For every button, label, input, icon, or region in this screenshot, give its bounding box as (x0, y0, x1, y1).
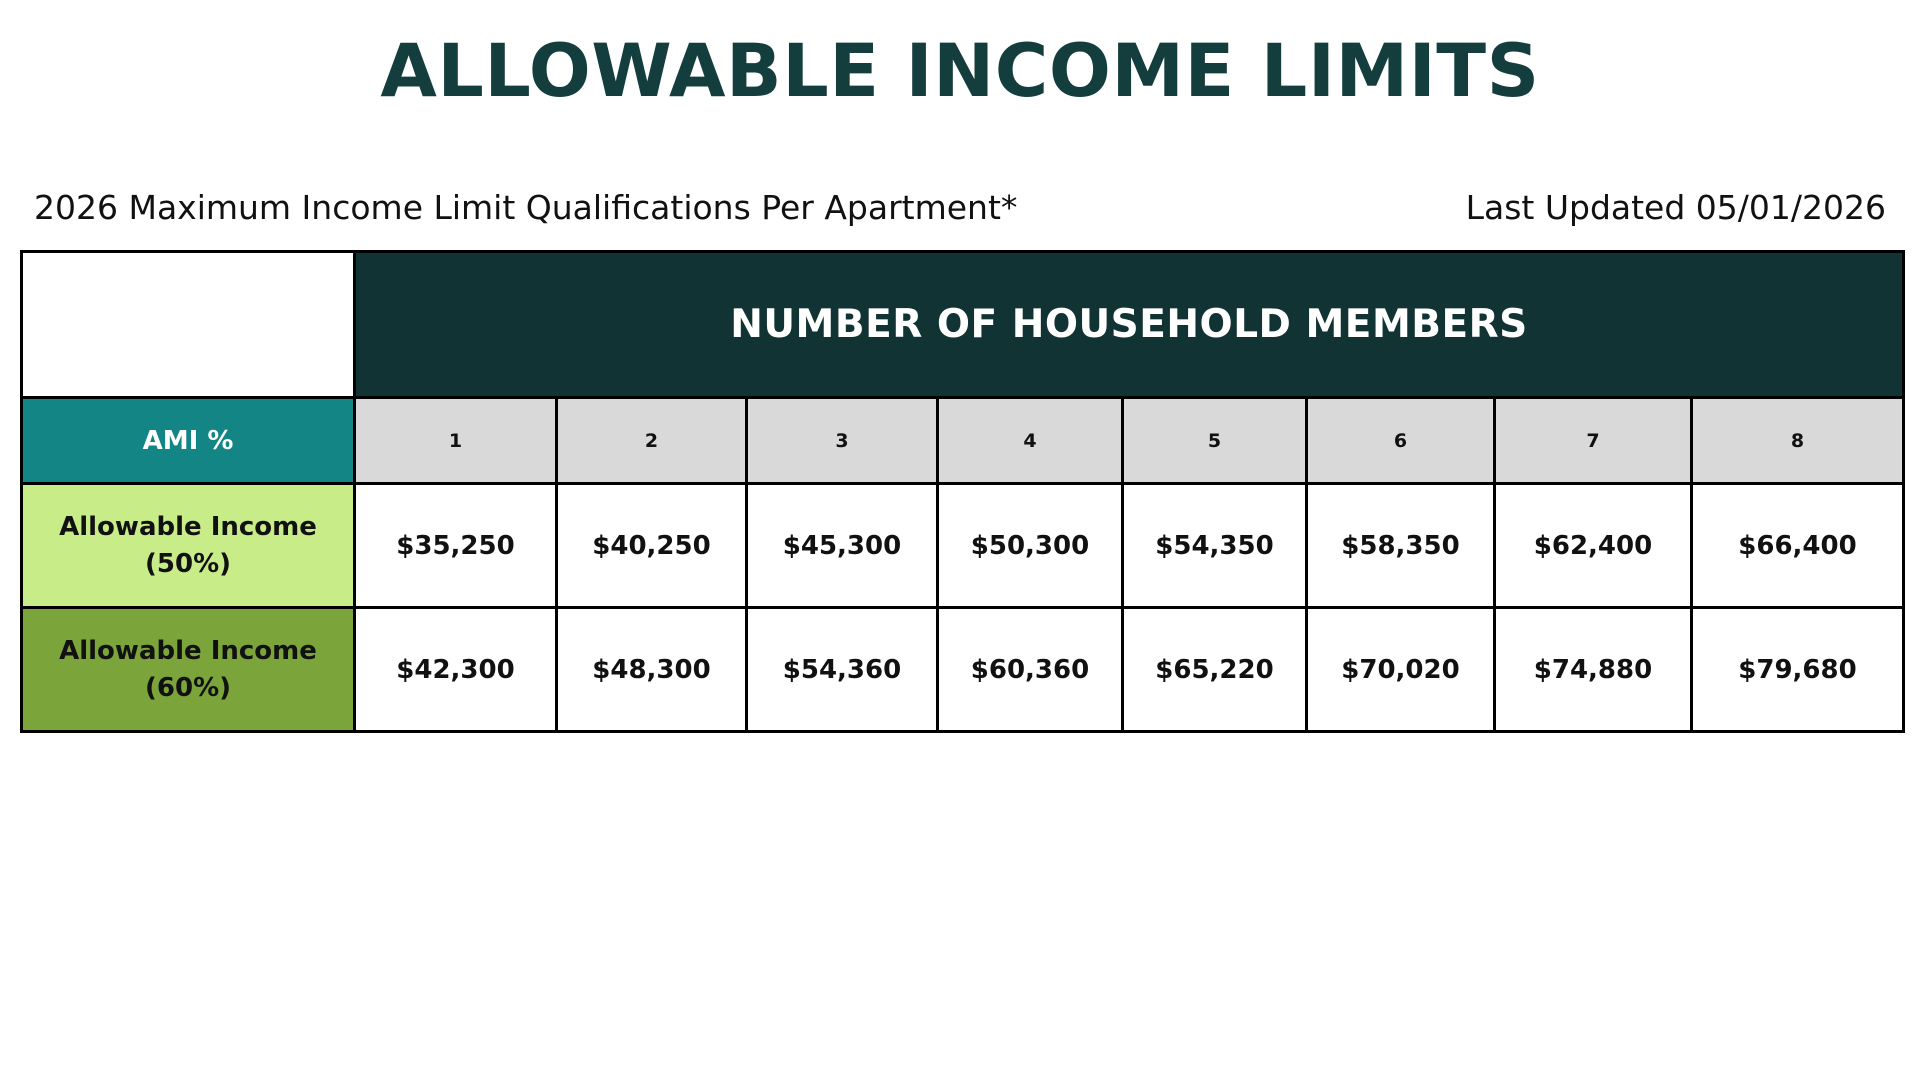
column-header-1: 1 (355, 398, 557, 484)
income-cell: $48,300 (557, 608, 747, 732)
row-label-60-percent (22, 608, 355, 732)
row-label-text: Allowable Income (59, 635, 317, 666)
column-header-3: 3 (747, 398, 938, 484)
column-header-4: 4 (938, 398, 1123, 484)
row-label-text: Allowable Income (59, 511, 317, 542)
table-row-50-percent (22, 484, 1904, 608)
column-header-6: 6 (1307, 398, 1495, 484)
income-cell: $74,880 (1495, 608, 1692, 732)
income-cell: $70,020 (1307, 608, 1495, 732)
income-cell: $54,360 (747, 608, 938, 732)
income-cell: $42,300 (355, 608, 557, 732)
ami-percent-header: AMI % (22, 398, 355, 484)
row-label-50-percent (22, 484, 355, 608)
table-subtitle: 2026 Maximum Income Limit Qualifications Per Apartment* (34, 188, 1018, 227)
table-row-60-percent (22, 608, 1904, 732)
column-header-8: 8 (1692, 398, 1904, 484)
last-updated-label: Last Updated 05/01/2026 (1465, 188, 1886, 227)
income-cell: $45,300 (747, 484, 938, 608)
row-label-percent: (60%) (145, 672, 231, 703)
column-header-5: 5 (1123, 398, 1307, 484)
income-cell: $65,220 (1123, 608, 1307, 732)
row-label-percent: (50%) (145, 548, 231, 579)
table-corner-cell (22, 252, 355, 398)
income-cell: $50,300 (938, 484, 1123, 608)
household-members-header: NUMBER OF HOUSEHOLD MEMBERS (355, 252, 1904, 398)
table-column-header-row (22, 398, 1904, 484)
income-cell: $35,250 (355, 484, 557, 608)
column-header-7: 7 (1495, 398, 1692, 484)
table-group-header-row (22, 252, 1904, 398)
income-cell: $79,680 (1692, 608, 1904, 732)
income-cell: $40,250 (557, 484, 747, 608)
income-cell: $54,350 (1123, 484, 1307, 608)
page-title: ALLOWABLE INCOME LIMITS (380, 29, 1540, 114)
income-limits-table (20, 250, 1905, 733)
income-cell: $60,360 (938, 608, 1123, 732)
income-cell: $58,350 (1307, 484, 1495, 608)
income-cell: $66,400 (1692, 484, 1904, 608)
income-cell: $62,400 (1495, 484, 1692, 608)
column-header-2: 2 (557, 398, 747, 484)
